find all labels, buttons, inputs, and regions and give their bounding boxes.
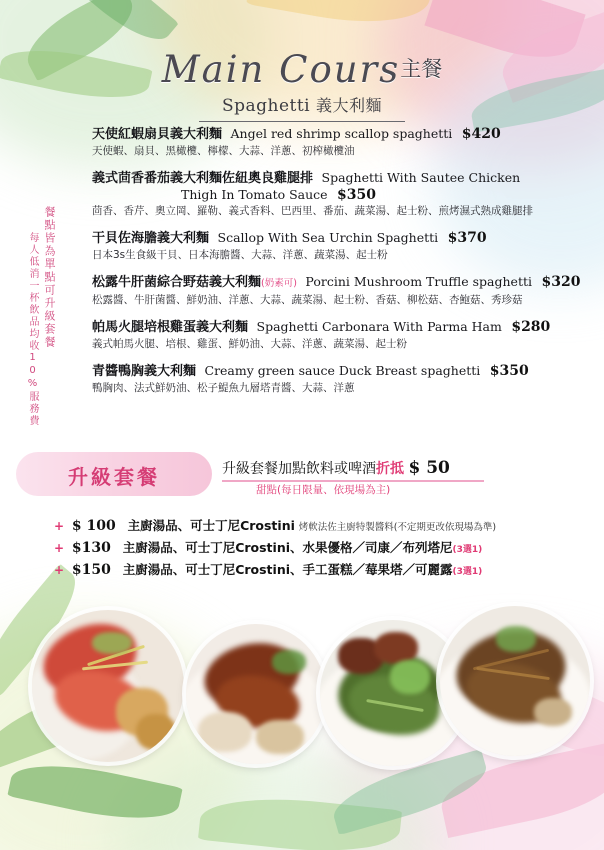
menu-item — [92, 319, 592, 352]
plus-icon: + — [54, 519, 65, 533]
menu-item-ingredients: 日本3s生食級干貝、日本海膽醬、大蒜、洋蔥、蔬菜湯、起士粉 — [92, 249, 388, 261]
page-subtitle — [0, 93, 604, 116]
menu-list — [92, 126, 592, 407]
menu-item-price: $320 — [541, 274, 581, 290]
combo-text: 主廚湯品、可士丁尼Crostini — [127, 518, 295, 533]
page-title-en: Main Cours — [161, 48, 401, 91]
menu-item-name-en: Scallop With Sea Urchin Spaghetti — [217, 230, 439, 245]
photo-strip — [0, 596, 604, 796]
combo-row — [54, 538, 594, 560]
combo-badge: (3選1) — [452, 545, 483, 555]
upgrade-ribbon-label: 升級套餐 — [68, 465, 160, 489]
combo-price: $150 — [71, 562, 111, 578]
page-title-zh: 主餐 — [400, 57, 443, 81]
upgrade-line-text: 升級套餐加點飲料或啤酒 — [222, 461, 376, 477]
red-shrimp-pasta-photo — [32, 610, 184, 762]
menu-item-name-en: Spaghetti Carbonara With Parma Ham — [256, 319, 502, 334]
menu-item-name-zh: 松露牛肝菌綜合野菇義大利麵 — [92, 275, 262, 290]
menu-item-ingredients: 義式帕馬火腿、培根、雞蛋、鮮奶油、大蒜、洋蔥、蔬菜湯、起士粉 — [92, 338, 407, 350]
menu-item-name-en: Spaghetti With Sautee Chicken — [321, 170, 521, 185]
menu-item-name-zh: 義式茴香番茄義大利麵佐紐奧良雞腿排 — [92, 171, 314, 186]
menu-item-price: $420 — [461, 126, 501, 142]
menu-item — [92, 230, 592, 263]
page-subtitle-zh: 義大利麵 — [316, 96, 383, 115]
menu-item-ingredients: 松露醬、牛肝菌醬、鮮奶油、洋蔥、大蒜、蔬菜湯、起士粉、香菇、柳松菇、杏鮑菇、秀珍菇 — [92, 294, 523, 306]
title-divider — [199, 121, 405, 122]
side-note-minimum: 每人低消一杯飲品均收10%服務費 — [27, 232, 38, 427]
menu-item — [92, 274, 592, 308]
plus-icon: + — [54, 541, 65, 555]
menu-item-name-en: Creamy green sauce Duck Breast spaghetti — [204, 363, 481, 378]
menu-item-name-zh: 干貝佐海膽義大利麵 — [92, 231, 210, 246]
upgrade-amount: $ 50 — [408, 458, 450, 478]
menu-item-name-en-line2: Thigh In Tomato Sauce — [181, 187, 328, 202]
plus-icon: + — [54, 563, 65, 577]
menu-item-name-zh: 帕馬火腿培根雞蛋義大利麵 — [92, 320, 249, 335]
combo-row — [54, 516, 594, 538]
menu-item-name-en: Angel red shrimp scallop spaghetti — [230, 126, 453, 141]
combo-price: $130 — [71, 540, 111, 556]
menu-item-tag: (奶素可) — [261, 278, 297, 289]
upgrade-sub-note: 甜點(每日限量、依現場為主) — [256, 484, 391, 496]
upgrade-banner — [16, 452, 588, 498]
truffle-mushroom-pasta-photo — [440, 606, 590, 756]
page-subtitle-en: Spaghetti — [221, 96, 311, 116]
menu-item-name-en: Porcini Mushroom Truffle spaghetti — [305, 274, 532, 289]
menu-item-name-zh: 青醬鴨胸義大利麵 — [92, 364, 197, 379]
combo-badge: (3選1) — [452, 567, 483, 577]
menu-item-ingredients: 鴨胸肉、法式鮮奶油、松子鯷魚九層塔青醬、大蒜、洋蔥 — [92, 382, 355, 394]
side-note-upgrade: 餐點皆為單點可升級套餐 — [43, 206, 56, 349]
chicken-thigh-pasta-photo — [186, 624, 326, 764]
menu-item-price: $280 — [511, 319, 551, 335]
menu-item-ingredients: 天使蝦、扇貝、黑橄欖、檸檬、大蒜、洋蔥、初榨橄欖油 — [92, 145, 355, 157]
page-header — [0, 48, 604, 122]
upgrade-discount-word: 折抵 — [376, 461, 404, 477]
menu-item-price: $350 — [489, 363, 529, 379]
menu-item-price: $370 — [447, 230, 487, 246]
combo-list — [54, 516, 594, 582]
upgrade-line — [222, 458, 450, 478]
combo-text: 主廚湯品、可士丁尼Crostini、手工蛋糕／莓果塔／可麗露 — [122, 562, 453, 577]
combo-row — [54, 560, 594, 582]
page-title — [162, 48, 442, 91]
menu-item — [92, 170, 592, 219]
menu-item-price: $350 — [337, 187, 377, 203]
menu-item-ingredients: 茴香、香芹、奧立岡、羅勒、義式香料、巴西里、番茄、蔬菜湯、起士粉、煎烤濕式熟成雞腿排 — [92, 205, 533, 217]
menu-item-name-zh: 天使紅蝦扇貝義大利麵 — [92, 127, 223, 142]
combo-price: $ 100 — [71, 518, 116, 534]
combo-note: 烤軟法佐主廚特製醬料(不定期更改依現場為準) — [298, 522, 497, 533]
menu-item — [92, 363, 592, 396]
combo-text: 主廚湯品、可士丁尼Crostini、水果優格／司康／布列塔尼 — [122, 540, 453, 555]
menu-item — [92, 126, 592, 159]
